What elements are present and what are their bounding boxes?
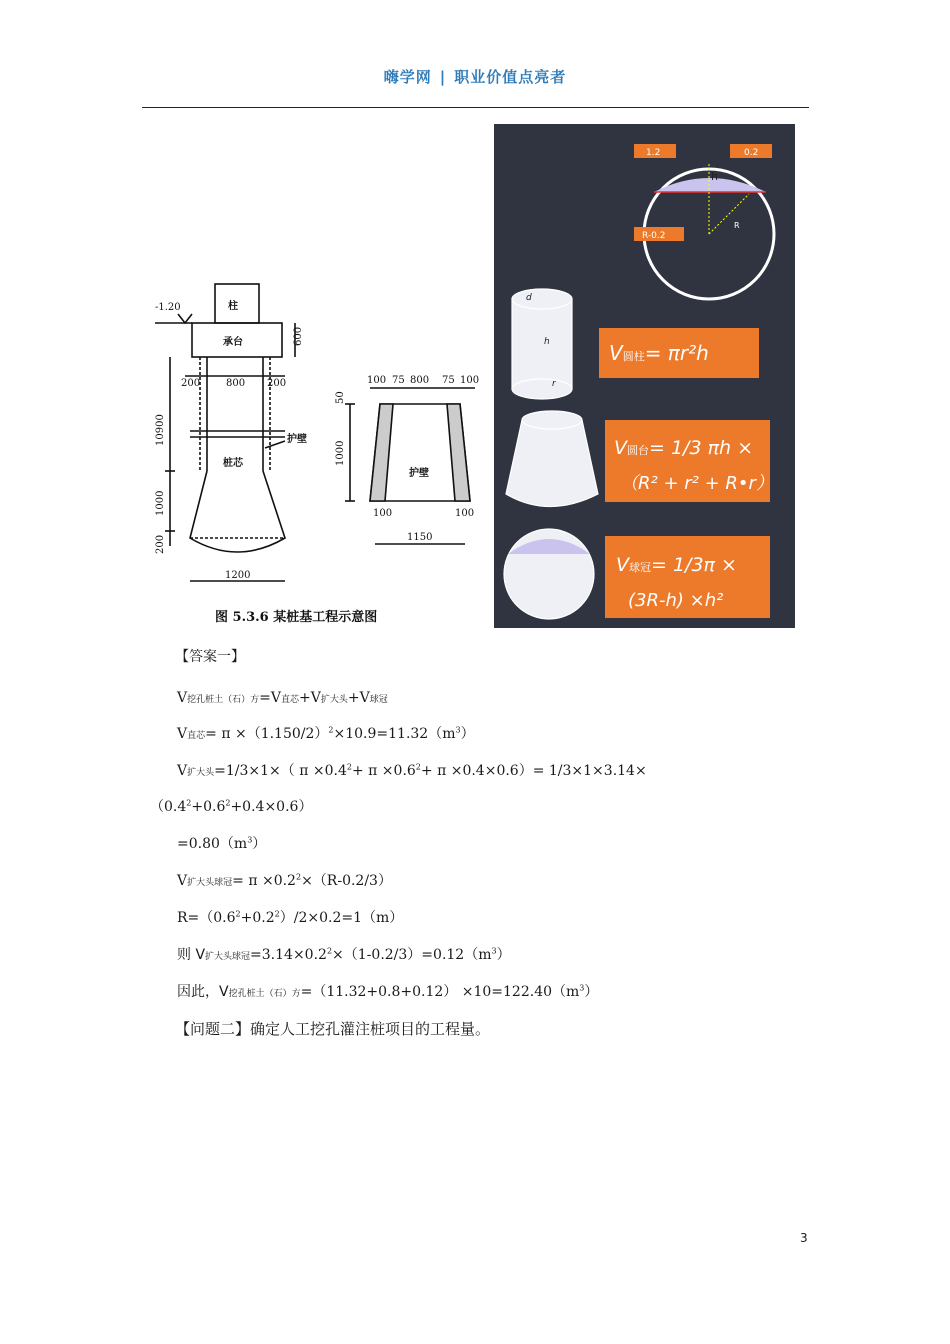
sphere-label-c: R-0.2: [642, 231, 666, 241]
header-rule: [142, 107, 809, 108]
label-w200a: 200: [181, 378, 201, 389]
formula1: V圆柱= πr²h: [609, 341, 709, 365]
label-h1000: 1000: [155, 490, 166, 516]
sphere-label-b: 0.2: [744, 148, 759, 158]
formula3: V球冠= 1/3π ×: [616, 554, 737, 576]
answer-line-3: V扩大头=1/3×1×（ $\pi \times 0.4^2+ \pi \times 0.6^2+ \pi \times 0.4\times 0.6)= 1/3\times 1\times 3.14\times$: [177, 762, 647, 779]
cyl-d: d: [526, 293, 532, 303]
sphere-label-h: h: [711, 170, 718, 183]
label-r50: 50: [335, 391, 346, 404]
label-h200: 200: [155, 534, 166, 554]
answer-line-5: $=0.80(m^3)$: [177, 835, 267, 852]
formula-panel: [494, 124, 795, 628]
answer-line-9: 因此，V挖孔桩土（石）方$=(11.32+0.8+0.12) \times 10=122.40(m^3)$: [177, 983, 599, 1000]
label-w1200: 1200: [225, 570, 251, 581]
label-r75b: 75: [442, 375, 455, 386]
formula2: V圆台= 1/3 πh ×: [614, 437, 754, 459]
label-elev: -1.20: [155, 302, 181, 313]
label-r100c: 100: [373, 508, 393, 519]
question-2: 【问题二】确定人工挖孔灌注桩项目的工程量。: [175, 1020, 491, 1038]
label-r1000: 1000: [335, 440, 346, 466]
answer-line-2: V直芯= $\pi \times(1.150/2)^2\times 10.9=11.32(m^3)$: [177, 725, 475, 742]
cyl-h: h: [544, 337, 550, 347]
answer-line-7: $R=(0.6^2+0.2^2)/2\times 0.2=1(m)$: [177, 909, 404, 926]
site-name: 嗨学网: [383, 68, 432, 86]
label-huwall: 护壁: [287, 434, 307, 445]
answer-line-4: $(0.4^2+0.6^2+0.4\times 0.6)$: [150, 798, 313, 815]
label-r100d: 100: [455, 508, 475, 519]
figure-caption: 图 5.3.6 某桩基工程示意图: [215, 610, 378, 625]
label-w200b: 200: [267, 378, 287, 389]
page-number: 3: [800, 1231, 808, 1245]
header-separator: |: [439, 68, 447, 86]
label-cap: 承台: [223, 337, 243, 348]
sphere-label-r: R: [734, 221, 740, 230]
answer-title: 【答案一】: [175, 649, 245, 665]
label-core: 桩芯: [223, 458, 243, 469]
page-header: [0, 66, 950, 87]
label-r1150: 1150: [407, 532, 433, 543]
label-r100b: 100: [460, 375, 480, 386]
label-w800: 800: [226, 378, 246, 389]
site-slogan: 职业价值点亮者: [454, 68, 567, 86]
label-r75a: 75: [392, 375, 405, 386]
formula3-line2: (3R-h) ×h²: [628, 590, 724, 611]
label-r100a: 100: [367, 375, 387, 386]
formula2-line2: （R² + r² + R•r）: [620, 473, 774, 494]
pile-diagram: [145, 276, 485, 631]
cyl-r: r: [552, 379, 556, 389]
label-r800: 800: [410, 375, 430, 386]
answer-line-6: V扩大头球冠= $\pi \times 0.2^2\times(R-0.2/3)$: [177, 872, 392, 889]
answer-line-8: 则 V扩大头球冠$=3.14\times 0.2^2\times(1-0.2/3)=0.12(m^3)$: [177, 946, 511, 963]
label-h10900: 10900: [155, 414, 166, 446]
sphere-label-a: 1.2: [646, 148, 661, 158]
label-cap-h: 600: [293, 326, 304, 346]
label-rwall: 护壁: [409, 468, 429, 479]
label-column: 柱: [228, 301, 238, 312]
answer-line-1: V挖孔桩土（石）方=V直芯+V扩大头+V球冠: [177, 690, 388, 706]
